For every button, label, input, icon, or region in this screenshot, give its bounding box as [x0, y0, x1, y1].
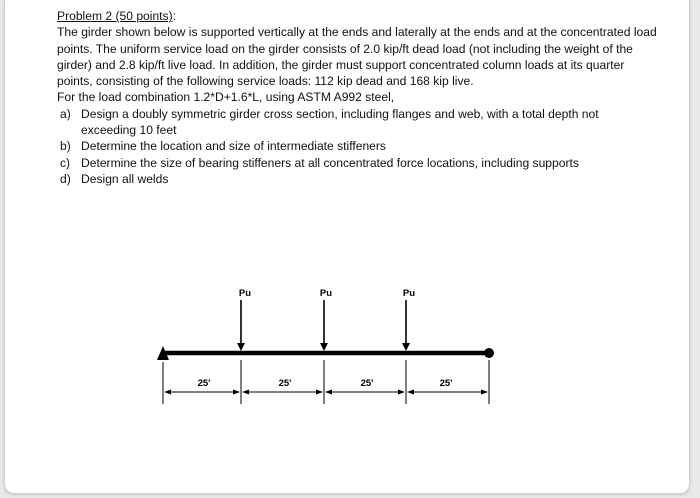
span-label: 25' — [360, 378, 374, 389]
load-arrowhead — [237, 343, 245, 351]
dimension-arrowhead — [398, 390, 405, 395]
dimension-arrowhead — [481, 390, 488, 395]
task-marker: a) — [60, 106, 71, 121]
dimension-arrowhead — [407, 390, 414, 395]
load-arrowhead — [402, 343, 410, 351]
point-loads — [237, 288, 415, 351]
title-colon: : — [172, 9, 176, 23]
span-label: 25' — [278, 378, 292, 389]
dimension-arrowhead — [316, 390, 323, 395]
load-label: Pu — [402, 288, 416, 299]
load-label: Pu — [319, 288, 333, 299]
task-marker: d) — [60, 171, 71, 186]
dimension-arrowhead — [233, 390, 240, 395]
load-arrowhead — [320, 343, 328, 351]
task-marker: b) — [60, 139, 71, 154]
dimension-arrowhead — [164, 390, 171, 395]
dimension-arrowhead — [325, 390, 332, 395]
problem-paragraph-2: For the load combination 1.2*D+1.6*L, using ASTM A992 steel, — [57, 90, 395, 105]
task-text: Determine the size of bearing stiffeners at all concentrated force locations, including supports — [81, 155, 579, 170]
span-label: 25' — [197, 378, 211, 389]
problem-title: Problem 2 (50 points) — [57, 9, 173, 23]
task-text: Design all welds — [81, 171, 169, 186]
task-text: Design a doubly symmetric girder cross section, including flanges and web, with a total depth not exceeding 10 feet — [81, 106, 599, 138]
span-label: 25' — [439, 378, 453, 389]
task-marker: c) — [60, 155, 71, 170]
task-text: Determine the location and size of intermediate stiffeners — [81, 139, 386, 154]
dimension-line — [163, 360, 489, 404]
roller-support — [484, 348, 494, 358]
problem-paragraph-1: The girder shown below is supported vertically at the ends and laterally at the ends and at the concentrated load points. The uniform service load on the girder consists of 2.0 kip/ft dead load (not including the weight of the girder) and 2.8 kip/ft live load. In addition, the girder must support concentrated column loads at its quarter points, consisting of the following service loads: 112 kip dead and 168 kip live. — [57, 25, 657, 89]
dimension-arrowhead — [242, 390, 249, 395]
load-label: Pu — [238, 288, 252, 299]
